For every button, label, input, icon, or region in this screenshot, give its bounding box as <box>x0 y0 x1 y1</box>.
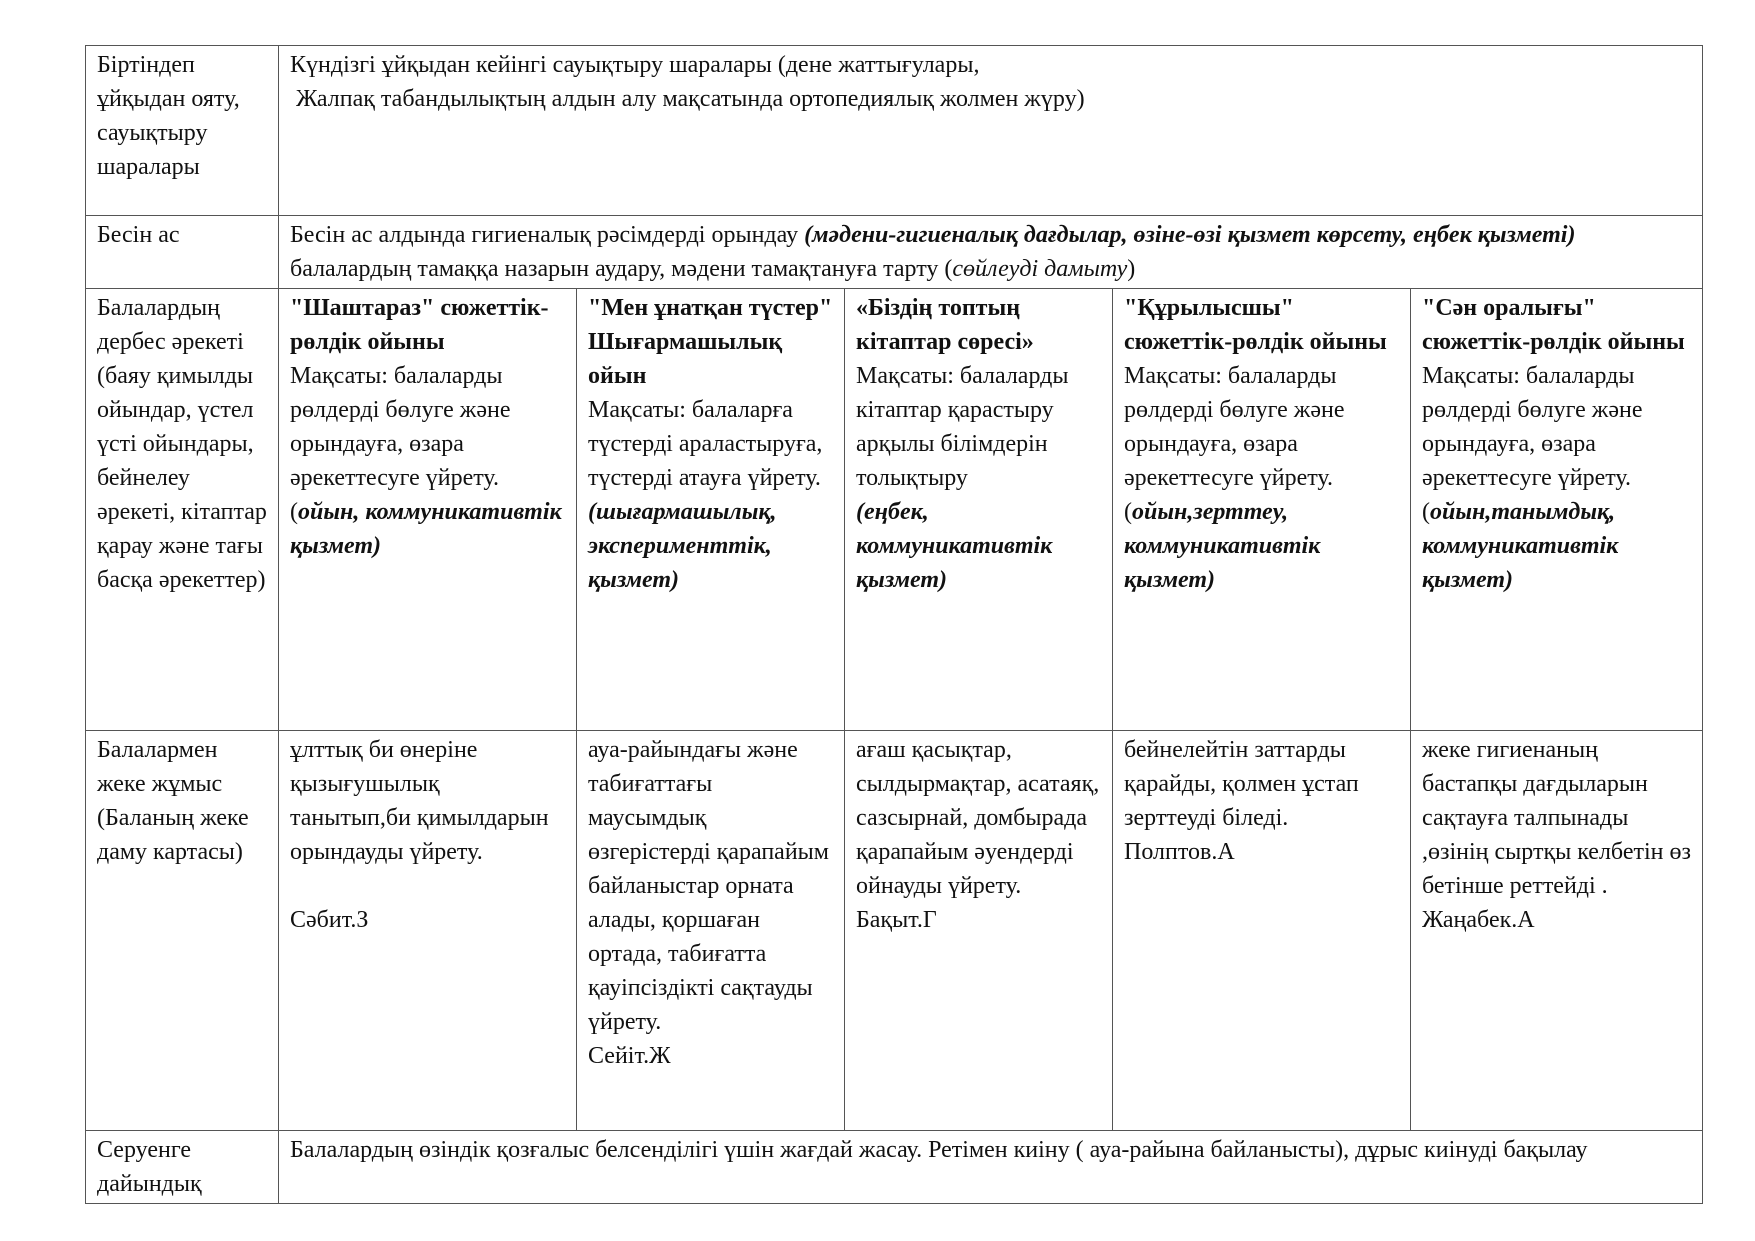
activity-goal: Мақсаты: балаларды рөлдерді бөлуге және орындауға, өзара әрекеттесуге үйрету. <box>1422 363 1643 491</box>
activity-cell-5 <box>1411 289 1703 731</box>
row-label-individual: Балалармен жеке жұмыс (Баланың жеке даму картасы) <box>86 731 279 1131</box>
row-snack <box>86 216 1703 289</box>
activity-type: ойын,танымдық, коммуникативтік қызмет) <box>1422 499 1619 593</box>
individual-cell-2 <box>577 731 845 1131</box>
activity-goal: Мақсаты: балаларға түстерді араластыруға, түстерді атауға үйрету. <box>588 397 823 491</box>
activity-type: ойын, коммуникативтік қызмет) <box>290 499 562 559</box>
activity-type: (шығармашылық, эксперименттік, қызмет) <box>588 499 777 593</box>
walk-content: Балалардың өзіндік қозғалыс белсенділігі үшін жағдай жасау. Ретімен киіну ( ауа-райына байланысты), дұрыс киінуді бақылау <box>279 1131 1703 1204</box>
snack-text-2: балалардың тамаққа назарын аудару, мәдени тамақтануға тарту ( <box>290 256 953 282</box>
activity-open-paren: ( <box>290 499 298 525</box>
activity-goal: Мақсаты: балаларды рөлдерді бөлуге және орындауға, өзара әрекеттесуге үйрету. <box>290 363 511 491</box>
child-name: Сәбит.З <box>290 907 369 933</box>
individual-cell-5 <box>1411 731 1703 1131</box>
snack-speech-note: сөйлеуді дамыту <box>952 256 1128 282</box>
row-label-walk: Серуенге дайындық <box>86 1131 279 1204</box>
snack-text-3: ) <box>1127 256 1136 282</box>
child-name: Бақыт.Г <box>856 907 937 933</box>
row-walk <box>86 1131 1703 1204</box>
individual-cell-3 <box>845 731 1113 1131</box>
activity-goal: Мақсаты: балаларды рөлдерді бөлуге және орындауға, өзара әрекеттесуге үйрету. <box>1124 363 1345 491</box>
individual-task: бейнелейтін заттарды қарайды, қолмен ұстап зерттеуді біледі. <box>1124 737 1359 831</box>
activity-goal: Мақсаты: балаларды кітаптар қарастыру арқылы білімдерін толықтыру <box>856 363 1069 491</box>
individual-cell-4 <box>1113 731 1411 1131</box>
row-label-activity: Балалардың дербес әрекеті (баяу қимылды ойындар, үстел үсті ойындары, бейнелеу әрекеті, кітаптар қарау және тағы басқа әрекеттер) <box>86 289 279 731</box>
child-name: Жаңабек.А <box>1422 907 1535 933</box>
wakeup-line-1: Күндізгі ұйқыдан кейінгі сауықтыру шаралары (дене жаттығулары, <box>290 52 980 78</box>
row-label-snack: Бесін ас <box>86 216 279 289</box>
row-individual <box>86 731 1703 1131</box>
individual-task: ағаш қасықтар, сылдырмақтар, асатаяқ, сазсырнай, домбырада қарапайым әуендерді ойнауды үйрету. <box>856 737 1100 899</box>
daily-plan-table <box>85 45 1703 1204</box>
row-label-wakeup: Біртіндеп ұйқыдан ояту, сауықтыру шаралары <box>86 46 279 216</box>
activity-cell-3 <box>845 289 1113 731</box>
activity-cell-1 <box>279 289 577 731</box>
child-name: Полптов.А <box>1124 839 1235 865</box>
activity-title: "Шаштараз" сюжеттік-рөлдік ойыны <box>290 295 549 355</box>
activity-title: "Құрылысшы" сюжеттік-рөлдік ойыны <box>1124 295 1387 355</box>
child-name: Сейіт.Ж <box>588 1043 671 1069</box>
activity-cell-4 <box>1113 289 1411 731</box>
individual-task: ауа-райындағы және табиғаттағы маусымдық өзгерістерді қарапайым байланыстар орната алады, қоршаған ортада, табиғатта қауіпсіздікті сақтауды үйрету. <box>588 737 829 1035</box>
row-activity <box>86 289 1703 731</box>
activity-open-paren: ( <box>1422 499 1430 525</box>
individual-cell-1 <box>279 731 577 1131</box>
wakeup-content <box>279 46 1703 216</box>
row-wakeup <box>86 46 1703 216</box>
activity-cell-2 <box>577 289 845 731</box>
individual-task: жеке гигиенаның бастапқы дағдыларын сақтауға талпынады ,өзінің сыртқы келбетін өз бетінше реттейді . <box>1422 737 1691 899</box>
activity-title: "Сән оралығы" сюжеттік-рөлдік ойыны <box>1422 295 1685 355</box>
snack-skills-emphasis: (мәдени-гигиеналық дағдылар, өзіне-өзі қызмет көрсету, еңбек қызметі) <box>804 222 1576 248</box>
snack-content <box>279 216 1703 289</box>
activity-title: «Біздің топтың кітаптар сөресі» <box>856 295 1034 355</box>
wakeup-line-2: Жалпақ табандылықтың алдын алу мақсатында ортопедиялық жолмен жүру) <box>290 86 1085 112</box>
activity-type: ойын,зерттеу, коммуникативтік қызмет) <box>1124 499 1321 593</box>
snack-text-1: Бесін ас алдында гигиеналық рәсімдерді орындау <box>290 222 805 248</box>
activity-open-paren: ( <box>1124 499 1132 525</box>
activity-type: (еңбек, коммуникативтік қызмет) <box>856 499 1053 593</box>
individual-task: ұлттық би өнеріне қызығушылық танытып,би қимылдарын орындауды үйрету. <box>290 737 549 865</box>
activity-title: "Мен ұнатқан түстер" Шығармашылық ойын <box>588 295 833 389</box>
